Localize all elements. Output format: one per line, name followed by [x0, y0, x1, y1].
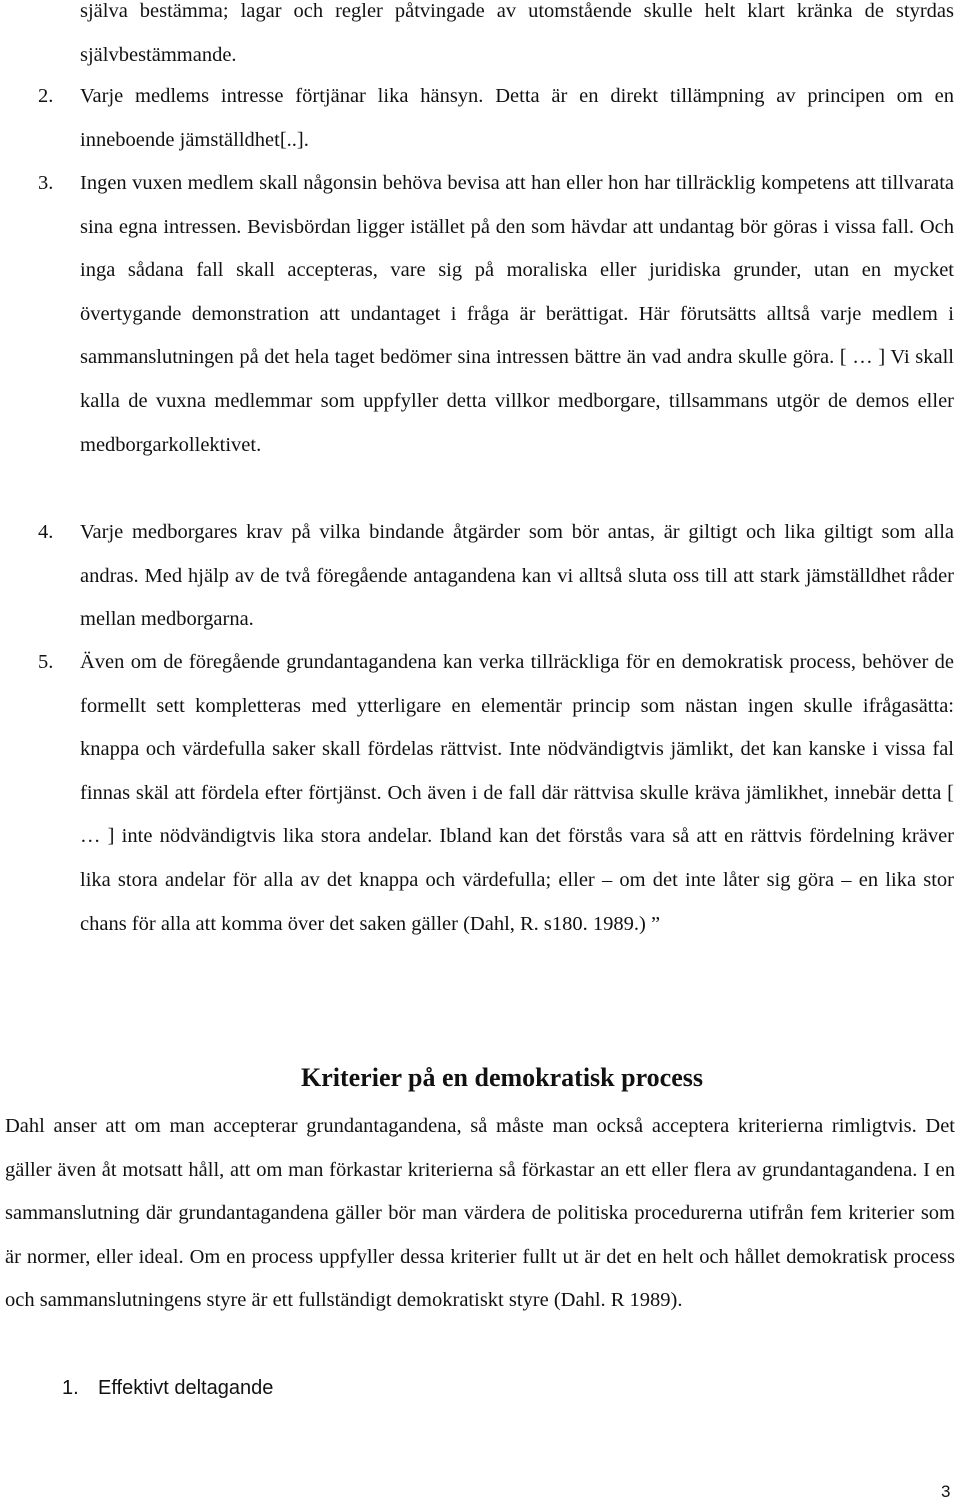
- criteria-list-item-1: [62, 1373, 273, 1403]
- principle-item-3: [38, 162, 954, 467]
- list-number: 1.: [62, 1377, 79, 1399]
- item-text: Varje medlems intresse förtjänar lika hänsyn. Detta är en direkt tillämpning av principen om en inneboende jämställdhet[..].: [80, 85, 954, 151]
- item-text: Ingen vuxen medlem skall någonsin behöva bevisa att han eller hon har tillräcklig kompetens att tillvarata sina egna intressen. Bevisbördan ligger istället på den som hävdar att undantag bör göras i vissa fall. Och inga sådana fall skall accepteras, vare sig på moraliska eller juridiska grunder, utan en mycket övertygande demonstration att undantaget i fråga är berättigat. Här förutsätts alltså varje medlem i sammanslutningen på det hela taget bedömer sina intressen bättre än vad andra skulle göra. [ … ] Vi skall kalla de vuxna medlemmar som uppfyller detta villkor medborgare, tillsammans utgör de demos eller medborgarkollektivet.: [80, 172, 954, 456]
- list-label: Effektivt deltagande: [98, 1377, 274, 1399]
- item-text: Varje medborgares krav på vilka bindande åtgärder som bör antas, är giltigt och lika giltigt som alla andras. Med hjälp av de två föregående antagandena kan vi alltså sluta oss till att stark jämställdhet råder mellan medborgarna.: [80, 521, 954, 631]
- item-number: 4.: [38, 521, 54, 543]
- item-number: 3.: [38, 172, 54, 194]
- section-heading: Kriterier på en demokratisk process: [301, 1063, 703, 1092]
- body-paragraph: Dahl anser att om man accepterar grundantagandena, så måste man också acceptera kriterierna rimligtvis. Det gäller även åt motsatt håll, att om man förkastar kriterierna så förkastar an ett eller flera av grundantagandena. I en sammanslutning där grundantagandena gäller bör man värdera de politiska procedurerna utifrån fem kriterier som är normer, eller ideal. Om en process uppfyller dessa kriterier fullt ut är det en helt och hållet demokratisk process och sammanslutningens styre är ett fullständigt demokratiskt styre (Dahl. R 1989).: [5, 1115, 955, 1312]
- principle-item-4: [38, 511, 954, 642]
- item-number: 2.: [38, 85, 54, 107]
- continuation-paragraph: själva bestämma; lagar och regler påtvingade av utomstående skulle helt klart kränka de styrdas självbestämmande.: [80, 0, 954, 66]
- item-number: 5.: [38, 651, 54, 673]
- principle-item-2: [38, 75, 954, 162]
- principle-item-5: [38, 641, 954, 946]
- page-number: 3: [941, 1482, 951, 1501]
- item-text: Även om de föregående grundantagandena kan verka tillräckliga för en demokratisk process, behöver de formellt sett kompletteras med ytterligare en elementär princip som nästan ingen skulle ifrågasätta: knappa och värdefulla saker skall fördelas rättvist. Inte nödvändigtvis jämlikt, det kan kanske i vissa fal finnas skäl att fördela efter förtjänst. Och även i de fall där rättvisa skulle kräva jämlikhet, innebär detta [ … ] inte nödvändigtvis lika stora andelar. Ibland kan det förstås vara så att en rättvis fördelning kräver lika stora andelar för alla av det knappa och värdefulla; eller – om det inte låter sig göra – en lika stor chans för alla att komma över det saken gäller (Dahl, R. s180. 1989.) ”: [80, 651, 954, 935]
